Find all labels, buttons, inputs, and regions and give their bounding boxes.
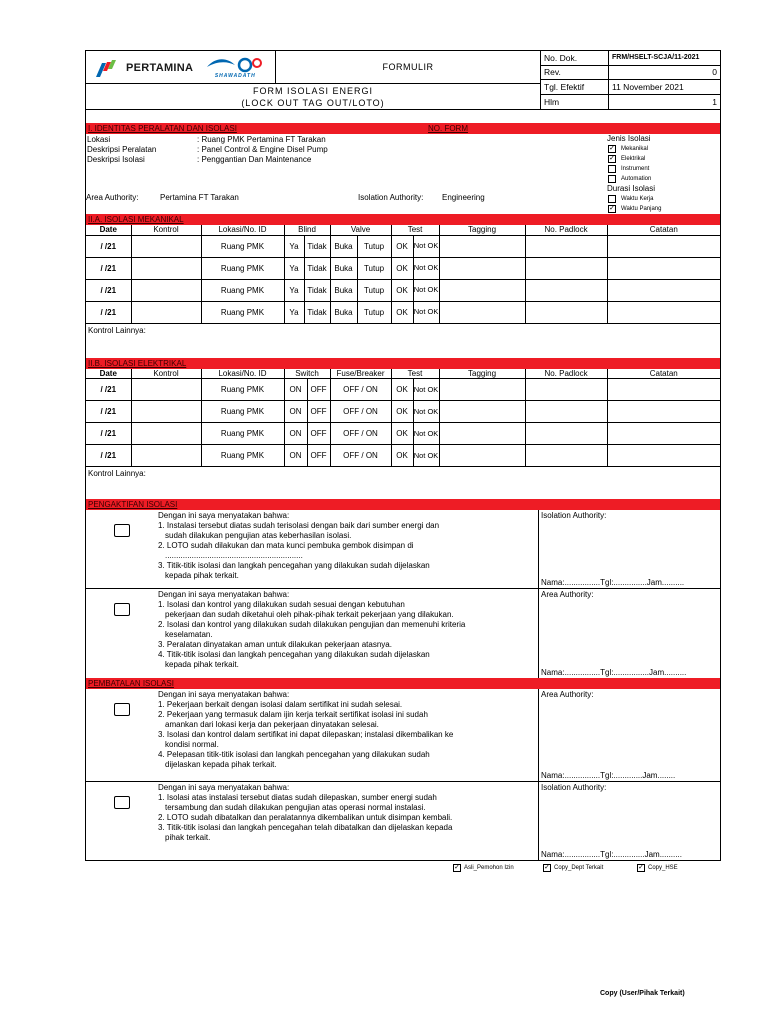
row-catatan[interactable] — [607, 257, 720, 279]
area-authority-sign-label: Area Authority: — [541, 590, 594, 599]
row-tagging[interactable] — [439, 379, 525, 401]
checkbox-copy-dept[interactable]: ✓ — [544, 864, 550, 871]
formulir-label: FORMULIR — [382, 62, 434, 72]
row-padlock[interactable] — [525, 279, 607, 301]
row-tagging[interactable] — [439, 445, 525, 467]
test-ok[interactable]: OK — [391, 257, 413, 279]
switch-on[interactable]: ON — [284, 401, 307, 423]
signature-line[interactable]: Nama:................Tgl:.............Jam........ — [541, 771, 676, 780]
row-kontrol[interactable] — [131, 301, 201, 323]
partner-name: SHAWADATH — [214, 72, 256, 79]
row-kontrol[interactable] — [131, 445, 201, 467]
test-notok[interactable]: Not OK — [413, 445, 439, 467]
valve-buka[interactable]: Buka — [330, 279, 357, 301]
row-lokasi: Ruang PMK — [201, 279, 284, 301]
col-padlock: No. Padlock — [525, 369, 607, 379]
statement-line: 1. Instalasi tersebut diatas sudah terisolasi dengan baik dari sumber energi dan — [158, 521, 440, 530]
mekanikal-table — [86, 225, 720, 324]
row-padlock[interactable] — [525, 235, 607, 257]
blind-tidak[interactable]: Tidak — [304, 235, 330, 257]
pengaktifan-section — [86, 510, 720, 678]
shawadath-logo-icon — [205, 57, 265, 73]
deskripsi-isolasi-label: Deskripsi Isolasi — [87, 154, 145, 164]
copy-distribution — [85, 864, 721, 872]
row-padlock[interactable] — [525, 401, 607, 423]
statement-line: 2. Isolasi dan kontrol yang dilakukan sudah dilakukan pengujian dan memenuhi kriteria — [158, 620, 466, 629]
pembatalan-section — [86, 689, 720, 860]
test-notok[interactable]: Not OK — [413, 301, 439, 323]
row-tagging[interactable] — [439, 257, 525, 279]
pengaktifan-statement-1 — [158, 510, 538, 588]
statement-line: Dengan ini saya menyatakan bahwa: — [158, 590, 290, 599]
test-notok[interactable]: Not OK — [413, 279, 439, 301]
blind-ya[interactable]: Ya — [284, 301, 304, 323]
blind-ya[interactable]: Ya — [284, 235, 304, 257]
row-lokasi: Ruang PMK — [201, 423, 284, 445]
pengaktifan-block-isolation — [86, 510, 720, 588]
section-pengaktifan-bar — [86, 499, 720, 510]
fuse-breaker[interactable]: OFF / ON — [330, 445, 391, 467]
col-padlock: No. Padlock — [525, 225, 607, 235]
table-row — [86, 235, 720, 257]
row-padlock[interactable] — [525, 257, 607, 279]
durasi-waktu-panjang-label: Waktu Panjang — [621, 206, 662, 212]
row-kontrol[interactable] — [131, 401, 201, 423]
table-row — [86, 279, 720, 301]
row-catatan[interactable] — [607, 379, 720, 401]
valve-buka[interactable]: Buka — [330, 257, 357, 279]
statement-line: dijelaskan kepada pihak terkait. — [165, 760, 277, 769]
statement-line: kondisi normal. — [165, 740, 219, 749]
switch-off[interactable]: OFF — [307, 401, 330, 423]
switch-on[interactable]: ON — [284, 379, 307, 401]
switch-off[interactable]: OFF — [307, 423, 330, 445]
area-authority-value[interactable]: Pertamina FT Tarakan — [160, 193, 239, 202]
form-title — [86, 84, 540, 109]
test-notok[interactable]: Not OK — [413, 423, 439, 445]
pengaktifan-checkbox-2[interactable] — [114, 603, 130, 616]
section-pengaktifan-title: PENGAKTIFAN ISOLASI — [88, 500, 178, 509]
durasi-waktu-kerja-label: Waktu Kerja — [621, 196, 654, 202]
jenis-elektrikal-label: Elektrikal — [621, 156, 646, 162]
copy-hse-label: Copy_HSE — [648, 865, 678, 871]
pengaktifan-block-area — [86, 588, 720, 678]
col-tagging: Tagging — [439, 369, 525, 379]
row-lokasi: Ruang PMK — [201, 301, 284, 323]
row-tagging[interactable] — [439, 235, 525, 257]
statement-line: 1. Pekerjaan berkait dengan isolasi dalam sertifikat ini sudah selesai. — [158, 700, 403, 709]
blind-tidak[interactable]: Tidak — [304, 301, 330, 323]
section-elektrikal-title: II.B. ISOLASI ELEKTRIKAL — [88, 358, 187, 368]
col-lokasi: Lokasi/No. ID — [201, 225, 284, 235]
statement-line: kepada pihak terkait. — [165, 571, 239, 580]
row-tagging[interactable] — [439, 401, 525, 423]
row-date[interactable]: / /21 — [86, 379, 131, 401]
test-notok[interactable]: Not OK — [413, 379, 439, 401]
test-ok[interactable]: OK — [391, 379, 413, 401]
col-test: Test — [391, 225, 439, 235]
col-kontrol: Kontrol — [131, 225, 201, 235]
row-date[interactable]: / /21 — [86, 279, 131, 301]
statement-line: 3. Peralatan dinyatakan aman untuk dilakukan pekerjaan atasnya. — [158, 640, 392, 649]
col-date: Date — [86, 225, 131, 235]
jenis-mekanikal-label: Mekanikal — [621, 146, 649, 152]
footer-copy-label: Copy (User/Pihak Terkait) — [600, 990, 685, 997]
isolation-authority-sign-label: Isolation Authority: — [541, 783, 607, 792]
pengaktifan-statement-2 — [158, 589, 538, 678]
area-authority-label: Area Authority: — [86, 193, 139, 202]
signature-line[interactable]: Nama:................Tgl:...............Jam.......... — [541, 578, 685, 587]
statement-line: 3. Isolasi dan kontrol dalam sertifikat ini dapat dilepaskan; instalasi dikembalikan ke — [158, 730, 454, 739]
meta-label-tgl: Tgl. Efektif — [541, 80, 609, 94]
row-date[interactable]: / /21 — [86, 301, 131, 323]
test-notok[interactable]: Not OK — [413, 235, 439, 257]
statement-line: 4. Pelepasan titik-titik isolasi dan langkah pencegahan yang dilakukan sudah — [158, 750, 430, 759]
meta-value-hlm: 1 — [712, 96, 717, 107]
durasi-isolasi-title: Durasi Isolasi — [607, 184, 656, 193]
row-padlock[interactable] — [525, 379, 607, 401]
row-kontrol[interactable] — [131, 279, 201, 301]
col-blind: Blind — [284, 225, 330, 235]
statement-line: 2. LOTO sudah dibatalkan dan peralatannya dikembalikan untuk disimpan kembali. — [158, 813, 453, 822]
valve-tutup[interactable]: Tutup — [357, 235, 391, 257]
lokasi-value[interactable]: : Ruang PMK Pertamina FT Tarakan — [197, 134, 326, 144]
pengaktifan-checkbox-1[interactable] — [114, 524, 130, 537]
col-test: Test — [391, 369, 439, 379]
valve-buka[interactable]: Buka — [330, 235, 357, 257]
isolation-authority-label: Isolation Authority: — [358, 193, 424, 202]
section-pembatalan-bar — [86, 678, 720, 689]
test-ok[interactable]: OK — [391, 301, 413, 323]
test-ok[interactable]: OK — [391, 235, 413, 257]
checkbox-elektrikal[interactable]: ✓ — [609, 155, 615, 162]
col-valve: Valve — [330, 225, 391, 235]
row-catatan[interactable] — [607, 401, 720, 423]
company-name: PERTAMINA — [126, 61, 194, 74]
section-mekanikal-title: II.A. ISOLASI MEKANIKAL — [88, 215, 184, 224]
section-pembatalan-title: PEMBATALAN ISOLASI — [88, 679, 174, 688]
statement-line: keselamatan. — [165, 630, 213, 639]
statement-line: 3. Titik-titik isolasi dan langkah pencegahan telah dibatalkan dan dijelaskan kepada — [158, 823, 453, 832]
row-tagging[interactable] — [439, 423, 525, 445]
row-catatan[interactable] — [607, 235, 720, 257]
meta-value-rev: 0 — [712, 67, 717, 78]
table-row — [86, 257, 720, 279]
blind-tidak[interactable]: Tidak — [304, 257, 330, 279]
row-date[interactable]: / /21 — [86, 235, 131, 257]
valve-tutup[interactable]: Tutup — [357, 257, 391, 279]
row-catatan[interactable] — [607, 301, 720, 323]
copy-asli-label: Asli_Pemohon Izin — [464, 865, 514, 871]
test-notok[interactable]: Not OK — [413, 257, 439, 279]
copy-dept-label: Copy_Dept Terkait — [554, 865, 604, 871]
blind-tidak[interactable]: Tidak — [304, 279, 330, 301]
col-fuse-breaker: Fuse/Breaker — [330, 369, 391, 379]
col-tagging: Tagging — [439, 225, 525, 235]
pembatalan-checkbox-2[interactable] — [114, 796, 130, 809]
pembatalan-block-area — [86, 689, 720, 781]
statement-line: tersambung dan sudah dilakukan pengujian atas operasi normal instalasi. — [165, 803, 426, 812]
signature-line[interactable]: Nama:................Tgl:................Jam.......... — [541, 668, 687, 677]
col-switch: Switch — [284, 369, 330, 379]
row-date[interactable]: / /21 — [86, 401, 131, 423]
row-lokasi: Ruang PMK — [201, 401, 284, 423]
meta-label-rev: Rev. — [541, 66, 609, 80]
isolation-authority-value[interactable]: Engineering — [442, 193, 485, 202]
checkbox-waktu-kerja[interactable] — [608, 195, 616, 203]
col-catatan: Catatan — [607, 369, 720, 379]
checkbox-mekanikal[interactable]: ✓ — [609, 145, 615, 152]
pembatalan-checkbox-1[interactable] — [114, 703, 130, 716]
row-catatan[interactable] — [607, 445, 720, 467]
table-row — [86, 445, 720, 467]
meta-label-hlm: Hlm — [541, 95, 609, 110]
test-ok[interactable]: OK — [391, 445, 413, 467]
test-ok[interactable]: OK — [391, 401, 413, 423]
row-lokasi: Ruang PMK — [201, 379, 284, 401]
row-kontrol[interactable] — [131, 235, 201, 257]
table-row — [86, 301, 720, 323]
col-date: Date — [86, 369, 131, 379]
checkbox-asli-pemohon[interactable]: ✓ — [454, 864, 460, 871]
fuse-breaker[interactable]: OFF / ON — [330, 401, 391, 423]
switch-on[interactable]: ON — [284, 423, 307, 445]
jenis-isolasi-title: Jenis Isolasi — [607, 134, 651, 143]
checkbox-instrument[interactable] — [608, 165, 616, 173]
elektrikal-kontrol-lainnya[interactable]: Kontrol Lainnya: — [88, 469, 146, 478]
checkbox-automation[interactable] — [608, 175, 616, 183]
row-kontrol[interactable] — [131, 423, 201, 445]
form-body — [85, 110, 721, 861]
noform-label: NO. FORM — [428, 124, 468, 133]
deskripsi-peralatan-label: Deskripsi Peralatan — [87, 144, 157, 154]
valve-buka[interactable]: Buka — [330, 301, 357, 323]
statement-line: 1. Isolasi dan kontrol yang dilakukan sudah sesuai dengan kebutuhan — [158, 600, 405, 609]
row-kontrol[interactable] — [131, 379, 201, 401]
switch-off[interactable]: OFF — [307, 445, 330, 467]
row-kontrol[interactable] — [131, 257, 201, 279]
document-meta — [540, 51, 720, 109]
jenis-automation-label: Automation — [621, 176, 652, 182]
checkbox-waktu-panjang[interactable]: ✓ — [609, 205, 615, 212]
meta-value-tgl: 11 November 2021 — [612, 81, 684, 92]
pembatalan-block-isolation — [86, 781, 720, 860]
statement-line: pekerjaan dan sudah diketahui oleh pihak-pihak terkait pekerjaan yang dilakukan. — [165, 610, 454, 619]
mekanikal-kontrol-lainnya[interactable]: Kontrol Lainnya: — [88, 325, 146, 335]
pembatalan-statement-2 — [158, 782, 538, 860]
statement-line: Dengan ini saya menyatakan bahwa: — [158, 511, 290, 520]
row-padlock[interactable] — [525, 301, 607, 323]
statement-line: 2. LOTO sudah dilakukan dan mata kunci pembuka gembok disimpan di — [158, 541, 414, 550]
form-header — [85, 50, 721, 110]
identitas-section — [86, 134, 720, 214]
row-padlock[interactable] — [525, 423, 607, 445]
row-lokasi: Ruang PMK — [201, 257, 284, 279]
statement-line: 1. Isolasi atas instalasi tersebut diatas sudah dilepaskan, sumber energi sudah — [158, 793, 437, 802]
statement-line: Dengan ini saya menyatakan bahwa: — [158, 783, 290, 792]
fuse-breaker[interactable]: OFF / ON — [330, 423, 391, 445]
row-padlock[interactable] — [525, 445, 607, 467]
deskripsi-peralatan-value[interactable]: : Panel Control & Engine Disel Pump — [197, 144, 328, 154]
section-elektrikal-bar — [86, 358, 720, 369]
test-ok[interactable]: OK — [391, 279, 413, 301]
statement-line: Dengan ini saya menyatakan bahwa: — [158, 690, 290, 699]
switch-off[interactable]: OFF — [307, 379, 330, 401]
isolation-authority-sign-label: Isolation Authority: — [541, 511, 607, 520]
statement-line: sudah dilakukan pengujian atas keberhasilan isolasi. — [165, 531, 352, 540]
checkbox-copy-hse[interactable]: ✓ — [638, 864, 644, 871]
test-notok[interactable]: Not OK — [413, 401, 439, 423]
fuse-breaker[interactable]: OFF / ON — [330, 379, 391, 401]
section-mekanikal-bar — [86, 214, 720, 225]
form-title-line2: (LOCK OUT TAG OUT/LOTO) — [241, 97, 385, 108]
meta-value-nodok: FRM/HSELT-SCJA/11-2021 — [612, 54, 700, 62]
pembatalan-statement-1 — [158, 689, 538, 781]
table-row — [86, 401, 720, 423]
row-tagging[interactable] — [439, 279, 525, 301]
statement-line: 3. Titik-titik isolasi dan langkah pencegahan yang dilakukan sudah dijelaskan — [158, 561, 430, 570]
col-lokasi: Lokasi/No. ID — [201, 369, 284, 379]
col-kontrol: Kontrol — [131, 369, 201, 379]
form-title-line1: FORM ISOLASI ENERGI — [252, 85, 374, 96]
valve-tutup[interactable]: Tutup — [357, 301, 391, 323]
jenis-isolasi-panel — [605, 134, 720, 214]
row-date[interactable]: / /21 — [86, 257, 131, 279]
signature-line[interactable]: Nama:................Tgl:..............Jam.......... — [541, 850, 682, 859]
valve-tutup[interactable]: Tutup — [357, 279, 391, 301]
col-catatan: Catatan — [607, 225, 720, 235]
table-row — [86, 423, 720, 445]
statement-line: .............................................................. — [165, 551, 303, 560]
section-identitas-bar — [86, 123, 720, 134]
lokasi-label: Lokasi — [87, 134, 111, 144]
blind-ya[interactable]: Ya — [284, 257, 304, 279]
table-row — [86, 379, 720, 401]
statement-line: kepada pihak terkait. — [165, 660, 239, 669]
deskripsi-isolasi-value[interactable]: : Penggantian Dan Maintenance — [197, 154, 312, 164]
jenis-instrument-label: Instrument — [621, 166, 650, 172]
company-logo — [86, 51, 276, 84]
test-ok[interactable]: OK — [391, 423, 413, 445]
row-lokasi: Ruang PMK — [201, 235, 284, 257]
meta-label-nodok: No. Dok. — [541, 51, 609, 65]
row-date[interactable]: / /21 — [86, 445, 131, 467]
elektrikal-table — [86, 369, 720, 468]
section-identitas-title: I. IDENTITAS PERALATAN DAN ISOLASI — [88, 124, 237, 133]
row-catatan[interactable] — [607, 423, 720, 445]
statement-line: pihak terkait. — [165, 833, 211, 842]
statement-line: 4. Titik-titik isolasi dan langkah pencegahan yang dilakukan sudah dijelaskan — [158, 650, 430, 659]
loto-form — [85, 50, 721, 872]
row-catatan[interactable] — [607, 279, 720, 301]
statement-line: amankan dari lokasi kerja dan pekerjaan dinyatakan selesai. — [165, 720, 379, 729]
switch-on[interactable]: ON — [284, 445, 307, 467]
row-tagging[interactable] — [439, 301, 525, 323]
blind-ya[interactable]: Ya — [284, 279, 304, 301]
row-lokasi: Ruang PMK — [201, 445, 284, 467]
pertamina-logo-icon — [94, 57, 120, 79]
row-date[interactable]: / /21 — [86, 423, 131, 445]
statement-line: 2. Pekerjaan yang termasuk dalam ijin kerja terkait sertifikat isolasi ini sudah — [158, 710, 428, 719]
area-authority-sign-label: Area Authority: — [541, 690, 594, 699]
